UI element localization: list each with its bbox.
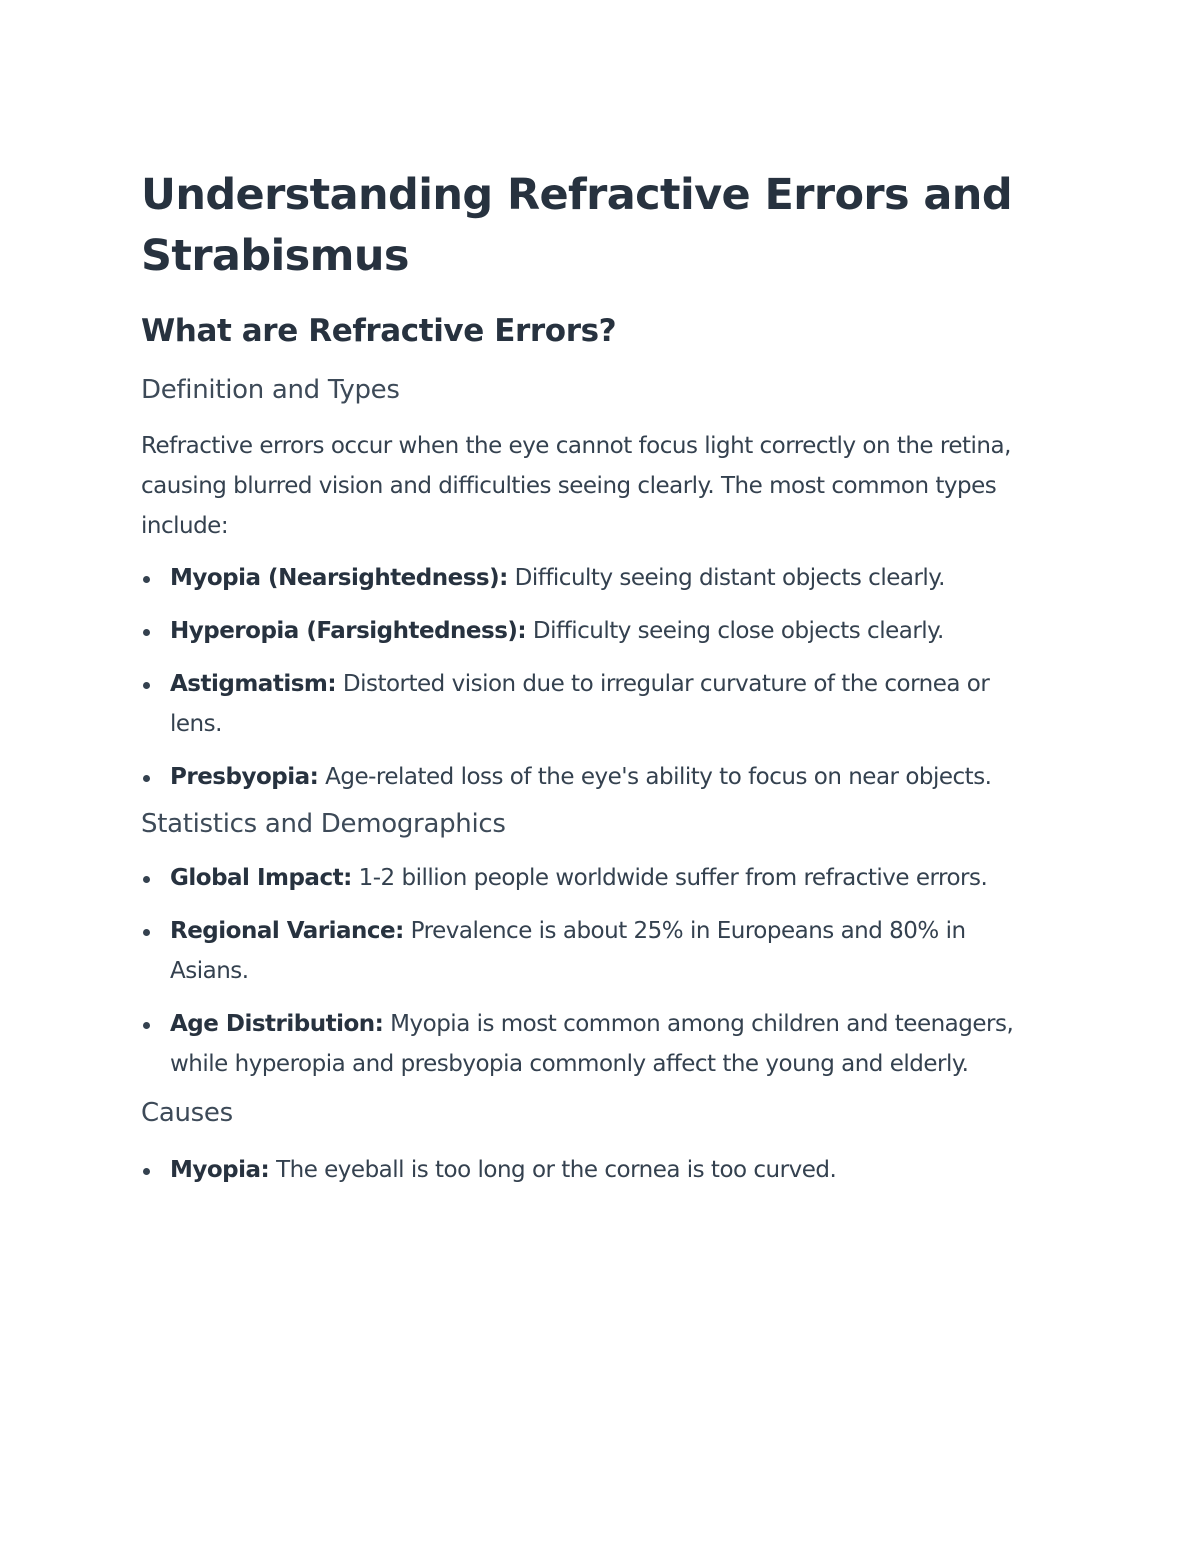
list-item-text: Distorted vision due to irregular curvature of the cornea or lens. [170, 671, 990, 737]
list-item-regional-variance [141, 911, 1046, 991]
list-item-text: Difficulty seeing close objects clearly. [532, 618, 944, 644]
subheading-statistics-demographics: Statistics and Demographics [141, 809, 506, 839]
list-item-text: Difficulty seeing distant objects clearly. [514, 565, 945, 591]
list-item-text: Prevalence is about 25% in Europeans and 80% in Asians. [170, 918, 966, 984]
list-item-astigmatism [141, 664, 1046, 744]
definition-paragraph: Refractive errors occur when the eye cannot focus light correctly on the retina, causing blurred vision and difficulties seeing clearly. The most common types include: [141, 433, 1011, 539]
list-item-text: 1-2 billion people worldwide suffer from refractive errors. [358, 865, 988, 891]
list-item-term: Global Impact: [170, 865, 352, 891]
list-item-age-distribution [141, 1004, 1046, 1084]
list-item-text: Myopia is most common among children and teenagers, while hyperopia and presbyopia commonly affect the young and elderly. [170, 1011, 1014, 1077]
section-heading-refractive-errors: What are Refractive Errors? [141, 313, 617, 349]
list-item-text: The eyeball is too long or the cornea is too curved. [276, 1157, 837, 1183]
page-title: Understanding Refractive Errors and Strabismus [141, 170, 1012, 281]
list-item-term: Regional Variance: [170, 918, 404, 944]
list-item-term: Age Distribution: [170, 1011, 384, 1037]
list-item-myopia [141, 558, 1046, 598]
list-item-term: Hyperopia (Farsightedness): [170, 618, 527, 644]
subheading-definition-types: Definition and Types [141, 375, 400, 405]
document-page [141, 165, 1046, 1190]
list-item-cause-myopia [141, 1150, 1046, 1190]
causes-list [141, 1150, 1046, 1190]
statistics-list [141, 858, 1046, 1084]
list-item-term: Astigmatism: [170, 671, 337, 697]
list-item-term: Presbyopia: [170, 764, 319, 790]
list-item-global-impact [141, 858, 1046, 898]
list-item-text: Age-related loss of the eye's ability to focus on near objects. [325, 764, 992, 790]
types-list [141, 558, 1046, 797]
list-item-presbyopia [141, 757, 1046, 797]
subheading-causes: Causes [141, 1098, 233, 1128]
list-item-hyperopia [141, 611, 1046, 651]
list-item-term: Myopia (Nearsightedness): [170, 565, 508, 591]
list-item-term: Myopia: [170, 1157, 270, 1183]
